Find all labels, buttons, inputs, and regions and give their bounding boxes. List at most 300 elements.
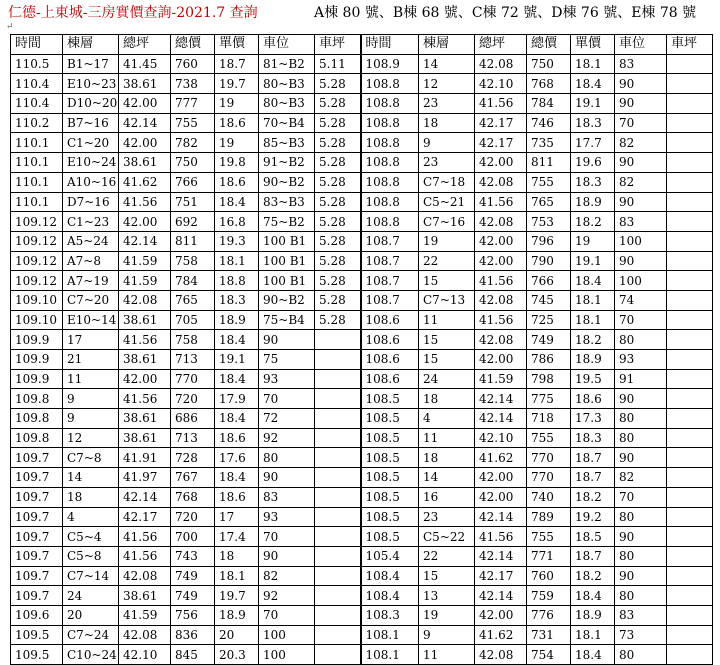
table-cell: 42.14 [119, 231, 171, 251]
table-cell: 108.8 [361, 192, 419, 212]
table-cell: 18 [419, 113, 475, 133]
table-cell: 735 [527, 133, 571, 153]
table-cell: C1~20 [63, 133, 119, 153]
table-cell: 41.56 [475, 527, 527, 547]
table-cell: 18.2 [571, 330, 615, 350]
table-cell [667, 527, 713, 547]
table-cell: 90~B2 [259, 172, 315, 192]
table-cell: A5~24 [63, 231, 119, 251]
table-cell: 18.1 [215, 566, 259, 586]
table-cell [667, 74, 713, 94]
table-cell: 110.1 [11, 172, 63, 192]
table-cell: 745 [527, 290, 571, 310]
table-cell: 38.61 [119, 409, 171, 429]
table-cell: 108.5 [361, 468, 419, 488]
table-cell: 767 [171, 468, 215, 488]
table-cell: 90 [259, 330, 315, 350]
table-cell: 100 [615, 231, 667, 251]
table-cell: 90 [615, 192, 667, 212]
table-cell: 41.56 [475, 94, 527, 114]
table-cell: C5~8 [63, 546, 119, 566]
table-cell: 80 [615, 428, 667, 448]
table-cell: 109.5 [11, 645, 63, 665]
table-cell: 38.61 [119, 428, 171, 448]
table-row [11, 409, 713, 429]
table-cell [667, 428, 713, 448]
table-cell: 108.4 [361, 586, 419, 606]
table-cell: C7~24 [63, 625, 119, 645]
table-cell: 18 [63, 487, 119, 507]
page-title: 仁德-上東城-三房實價查詢-2021.7 查詢 [8, 5, 258, 21]
table-cell: 75~B2 [259, 212, 315, 232]
building-counts: A棟 80 號、B棟 68 號、C棟 72 號、D棟 76 號、E棟 78 號 [314, 5, 697, 21]
table-cell: 718 [527, 409, 571, 429]
table-cell: 92 [259, 586, 315, 606]
table-cell [315, 605, 361, 625]
table-cell: 42.00 [475, 487, 527, 507]
table-cell: 755 [527, 172, 571, 192]
table-cell: 108.8 [361, 153, 419, 173]
table-cell: 42.08 [475, 172, 527, 192]
table-cell: 18.6 [571, 389, 615, 409]
table-cell: 24 [419, 369, 475, 389]
table-cell: 782 [171, 133, 215, 153]
table-cell: 82 [615, 468, 667, 488]
table-cell: C7~13 [419, 290, 475, 310]
table-cell: 108.6 [361, 330, 419, 350]
table-cell: 18.6 [215, 172, 259, 192]
table-cell: 5.28 [315, 271, 361, 291]
table-cell: 108.1 [361, 625, 419, 645]
table-cell: 784 [171, 271, 215, 291]
table-cell: 18.9 [215, 310, 259, 330]
table-cell: 41.62 [475, 625, 527, 645]
table-row [11, 625, 713, 645]
table-cell: 109.7 [11, 546, 63, 566]
table-cell: 41.56 [119, 330, 171, 350]
table-cell: 42.10 [475, 428, 527, 448]
table-cell: 83 [615, 212, 667, 232]
table-cell: 72 [259, 409, 315, 429]
table-cell: 11 [63, 369, 119, 389]
table-cell: 109.12 [11, 212, 63, 232]
table-cell: 17.9 [215, 389, 259, 409]
table-cell: 5.28 [315, 290, 361, 310]
table-cell: 100 [259, 645, 315, 665]
table-cell: 42.08 [475, 645, 527, 665]
table-cell: 755 [527, 527, 571, 547]
table-cell: 731 [527, 625, 571, 645]
column-header: 單價 [571, 35, 615, 55]
table-cell: 90 [259, 546, 315, 566]
table-cell: 728 [171, 448, 215, 468]
table-cell: 42.08 [119, 566, 171, 586]
table-cell: 109.8 [11, 409, 63, 429]
table-cell: 70 [259, 605, 315, 625]
table-cell [667, 172, 713, 192]
table-cell: 90 [615, 251, 667, 271]
table-cell: 42.17 [475, 566, 527, 586]
paragraph-mark-icon: ↵ [6, 22, 14, 32]
table-cell: 42.00 [475, 350, 527, 370]
table-row [11, 546, 713, 566]
table-cell: 18.2 [571, 566, 615, 586]
table-cell: 108.5 [361, 527, 419, 547]
table-cell: 798 [527, 369, 571, 389]
table-cell: 5.28 [315, 192, 361, 212]
table-cell [667, 586, 713, 606]
table-cell: 14 [63, 468, 119, 488]
table-cell: 109.9 [11, 369, 63, 389]
table-cell: E10~14 [63, 310, 119, 330]
table-cell [315, 586, 361, 606]
table-cell: 18.1 [215, 251, 259, 271]
table-cell: 766 [527, 271, 571, 291]
table-cell: 770 [527, 448, 571, 468]
table-cell: 5.28 [315, 172, 361, 192]
page-header [4, 2, 716, 24]
table-cell: 109.7 [11, 566, 63, 586]
table-cell: 108.3 [361, 605, 419, 625]
table-cell: 705 [171, 310, 215, 330]
table-cell: 41.97 [119, 468, 171, 488]
table-cell: 5.28 [315, 231, 361, 251]
table-cell: 109.12 [11, 271, 63, 291]
table-cell: 80 [615, 409, 667, 429]
table-cell [315, 468, 361, 488]
table-cell: 41.56 [475, 310, 527, 330]
table-row [11, 74, 713, 94]
table-cell: 15 [419, 330, 475, 350]
table-cell: 19.2 [571, 507, 615, 527]
column-header: 總價 [171, 35, 215, 55]
table-cell: C5~22 [419, 527, 475, 547]
table-cell: 17.7 [571, 133, 615, 153]
table-cell: 5.28 [315, 310, 361, 330]
table-cell: 754 [527, 645, 571, 665]
table-cell: 38.61 [119, 310, 171, 330]
table-row [11, 290, 713, 310]
table-cell: 765 [171, 290, 215, 310]
table-cell: 42.00 [119, 133, 171, 153]
table-row [11, 389, 713, 409]
table-cell: 109.7 [11, 527, 63, 547]
table-cell: 20.3 [215, 645, 259, 665]
table-cell: 108.5 [361, 448, 419, 468]
table-cell: C7~16 [419, 212, 475, 232]
table-cell: 109.9 [11, 350, 63, 370]
table-cell: 108.5 [361, 507, 419, 527]
table-cell [315, 330, 361, 350]
table-cell: 19.7 [215, 586, 259, 606]
table-cell: 19 [571, 231, 615, 251]
table-cell [667, 133, 713, 153]
table-cell: 42.08 [475, 290, 527, 310]
table-cell: 19.3 [215, 231, 259, 251]
table-cell: 42.14 [475, 586, 527, 606]
table-row [11, 133, 713, 153]
table-cell: 42.00 [475, 251, 527, 271]
table-cell: 836 [171, 625, 215, 645]
table-cell: 749 [171, 566, 215, 586]
table-cell: 21 [63, 350, 119, 370]
table-cell: 90 [615, 389, 667, 409]
table-cell [315, 566, 361, 586]
table-cell: 42.17 [119, 507, 171, 527]
table-row [11, 586, 713, 606]
table-cell: 80~B3 [259, 94, 315, 114]
table-cell: 15 [419, 350, 475, 370]
table-cell: 19 [419, 605, 475, 625]
table-cell: D10~20 [63, 94, 119, 114]
table-cell: 749 [171, 586, 215, 606]
table-row [11, 507, 713, 527]
table-cell: 845 [171, 645, 215, 665]
table-cell [667, 507, 713, 527]
table-cell: 41.56 [119, 192, 171, 212]
table-cell: C7~8 [63, 448, 119, 468]
table-cell: 19 [215, 94, 259, 114]
table-cell: 109.7 [11, 586, 63, 606]
table-cell: 108.8 [361, 113, 419, 133]
table-cell: 18.3 [571, 113, 615, 133]
table-cell: 92 [259, 428, 315, 448]
table-cell: 80 [615, 645, 667, 665]
table-cell: 22 [419, 546, 475, 566]
table-cell: 100 B1 [259, 271, 315, 291]
table-cell: 108.5 [361, 389, 419, 409]
table-cell: 41.56 [119, 389, 171, 409]
column-header: 車位 [259, 35, 315, 55]
table-row [11, 350, 713, 370]
table-cell: 18.1 [571, 310, 615, 330]
table-cell: 41.59 [119, 271, 171, 291]
table-cell: 80 [259, 448, 315, 468]
table-cell: 18.6 [215, 428, 259, 448]
table-cell: 18.4 [571, 74, 615, 94]
table-cell: B1~17 [63, 54, 119, 74]
table-cell: C7~20 [63, 290, 119, 310]
table-cell: 42.08 [475, 330, 527, 350]
table-cell: 109.7 [11, 468, 63, 488]
table-cell: 11 [419, 428, 475, 448]
table-cell: 42.00 [119, 369, 171, 389]
table-cell: A7~8 [63, 251, 119, 271]
column-header: 棟層 [419, 35, 475, 55]
table-cell: 14 [419, 468, 475, 488]
table-row [11, 369, 713, 389]
table-cell: 90 [615, 566, 667, 586]
table-cell: 75~B4 [259, 310, 315, 330]
table-cell: 19 [419, 231, 475, 251]
table-cell: 5.28 [315, 212, 361, 232]
table-cell: 109.8 [11, 428, 63, 448]
table-cell: 108.7 [361, 251, 419, 271]
table-cell: 789 [527, 507, 571, 527]
column-header: 車位 [615, 35, 667, 55]
table-row [11, 605, 713, 625]
table-cell [315, 409, 361, 429]
table-cell: 90 [615, 448, 667, 468]
table-cell: 9 [63, 389, 119, 409]
table-cell: 755 [171, 113, 215, 133]
table-cell [667, 290, 713, 310]
table-cell: 720 [171, 507, 215, 527]
table-cell [667, 369, 713, 389]
table-cell [667, 54, 713, 74]
table-cell: 18.3 [571, 428, 615, 448]
table-cell [667, 625, 713, 645]
table-cell: 9 [63, 409, 119, 429]
table-cell: 41.59 [119, 605, 171, 625]
table-cell: 16 [419, 487, 475, 507]
table-cell: 18.4 [215, 192, 259, 212]
table-cell: 109.9 [11, 330, 63, 350]
table-cell: 82 [615, 133, 667, 153]
table-row [11, 172, 713, 192]
table-cell: 82 [259, 566, 315, 586]
table-cell [315, 448, 361, 468]
table-row [11, 192, 713, 212]
table-cell: 5.28 [315, 74, 361, 94]
table-cell: 17.3 [571, 409, 615, 429]
table-cell [667, 645, 713, 665]
table-cell: 38.61 [119, 350, 171, 370]
table-cell: 42.14 [119, 487, 171, 507]
table-cell [667, 251, 713, 271]
table-cell [667, 271, 713, 291]
table-cell: 90 [615, 153, 667, 173]
table-cell: 18.4 [215, 330, 259, 350]
table-cell: 18.7 [215, 54, 259, 74]
table-cell [667, 448, 713, 468]
table-cell: 18.4 [215, 468, 259, 488]
table-cell [315, 369, 361, 389]
table-cell: 18.3 [215, 290, 259, 310]
table-cell [315, 645, 361, 665]
table-cell: 42.14 [475, 546, 527, 566]
table-cell: 18.1 [571, 625, 615, 645]
table-cell: 19.5 [571, 369, 615, 389]
table-cell: 108.8 [361, 94, 419, 114]
table-cell: 692 [171, 212, 215, 232]
table-cell: 759 [527, 586, 571, 606]
table-cell: 100 B1 [259, 231, 315, 251]
table-row [11, 330, 713, 350]
table-cell: 760 [527, 566, 571, 586]
table-cell: 108.6 [361, 310, 419, 330]
table-cell: 18.1 [571, 54, 615, 74]
table-cell: 80~B3 [259, 74, 315, 94]
table-cell [315, 507, 361, 527]
table-cell: 42.00 [119, 94, 171, 114]
table-cell: 41.59 [119, 251, 171, 271]
table-cell: 20 [63, 605, 119, 625]
table-cell: 109.7 [11, 448, 63, 468]
table-cell [667, 546, 713, 566]
table-cell: 756 [171, 605, 215, 625]
table-cell [667, 153, 713, 173]
table-cell [667, 192, 713, 212]
table-cell: 713 [171, 350, 215, 370]
table-cell: C1~23 [63, 212, 119, 232]
table-cell: 41.56 [119, 546, 171, 566]
table-cell: 17 [63, 330, 119, 350]
table-cell: B7~16 [63, 113, 119, 133]
table-cell [667, 409, 713, 429]
table-cell: 18.9 [571, 350, 615, 370]
table-cell: 17.6 [215, 448, 259, 468]
table-cell: 18.1 [571, 290, 615, 310]
table-cell: 18.7 [571, 546, 615, 566]
table-cell [667, 350, 713, 370]
table-cell: 100 B1 [259, 251, 315, 271]
table-cell: 85~B3 [259, 133, 315, 153]
table-cell: 41.56 [475, 192, 527, 212]
table-cell: 73 [615, 625, 667, 645]
table-cell: 108.1 [361, 645, 419, 665]
table-cell: 725 [527, 310, 571, 330]
table-cell: 811 [527, 153, 571, 173]
table-row [11, 645, 713, 665]
table-cell: 109.10 [11, 290, 63, 310]
table-cell: 83 [615, 605, 667, 625]
table-cell: 42.08 [475, 54, 527, 74]
table-cell: 108.8 [361, 172, 419, 192]
table-cell [667, 231, 713, 251]
table-cell: 110.4 [11, 74, 63, 94]
table-cell [667, 310, 713, 330]
table-cell: 18.7 [571, 448, 615, 468]
table-cell: 109.10 [11, 310, 63, 330]
table-cell: 90 [259, 468, 315, 488]
table-cell: 41.62 [475, 448, 527, 468]
table-cell: 750 [171, 153, 215, 173]
table-cell: 758 [171, 330, 215, 350]
table-cell: 18.9 [571, 605, 615, 625]
table-cell: 18.6 [215, 487, 259, 507]
table-cell [667, 468, 713, 488]
table-cell: 23 [419, 94, 475, 114]
table-cell: 42.08 [119, 625, 171, 645]
table-cell: 20 [215, 625, 259, 645]
table-cell: 14 [419, 54, 475, 74]
table-cell: 108.8 [361, 133, 419, 153]
table-cell [315, 350, 361, 370]
table-cell: 42.08 [119, 290, 171, 310]
table-cell: 109.7 [11, 507, 63, 527]
table-cell: 109.12 [11, 231, 63, 251]
table-cell: 5.11 [315, 54, 361, 74]
table-cell: 23 [419, 507, 475, 527]
table-cell: E10~24 [63, 153, 119, 173]
table-row [11, 153, 713, 173]
column-header: 車坪 [315, 35, 361, 55]
column-header: 時間 [361, 35, 419, 55]
table-cell: 811 [171, 231, 215, 251]
table-cell: 42.14 [475, 507, 527, 527]
table-cell: 42.10 [119, 645, 171, 665]
table-cell: 38.61 [119, 74, 171, 94]
table-cell: 83~B3 [259, 192, 315, 212]
table-cell: 108.4 [361, 566, 419, 586]
table-cell: C7~18 [419, 172, 475, 192]
table-cell: 42.17 [475, 133, 527, 153]
table-cell: 42.00 [475, 468, 527, 488]
table-cell: 713 [171, 428, 215, 448]
table-cell: 5.28 [315, 94, 361, 114]
table-cell: A10~16 [63, 172, 119, 192]
